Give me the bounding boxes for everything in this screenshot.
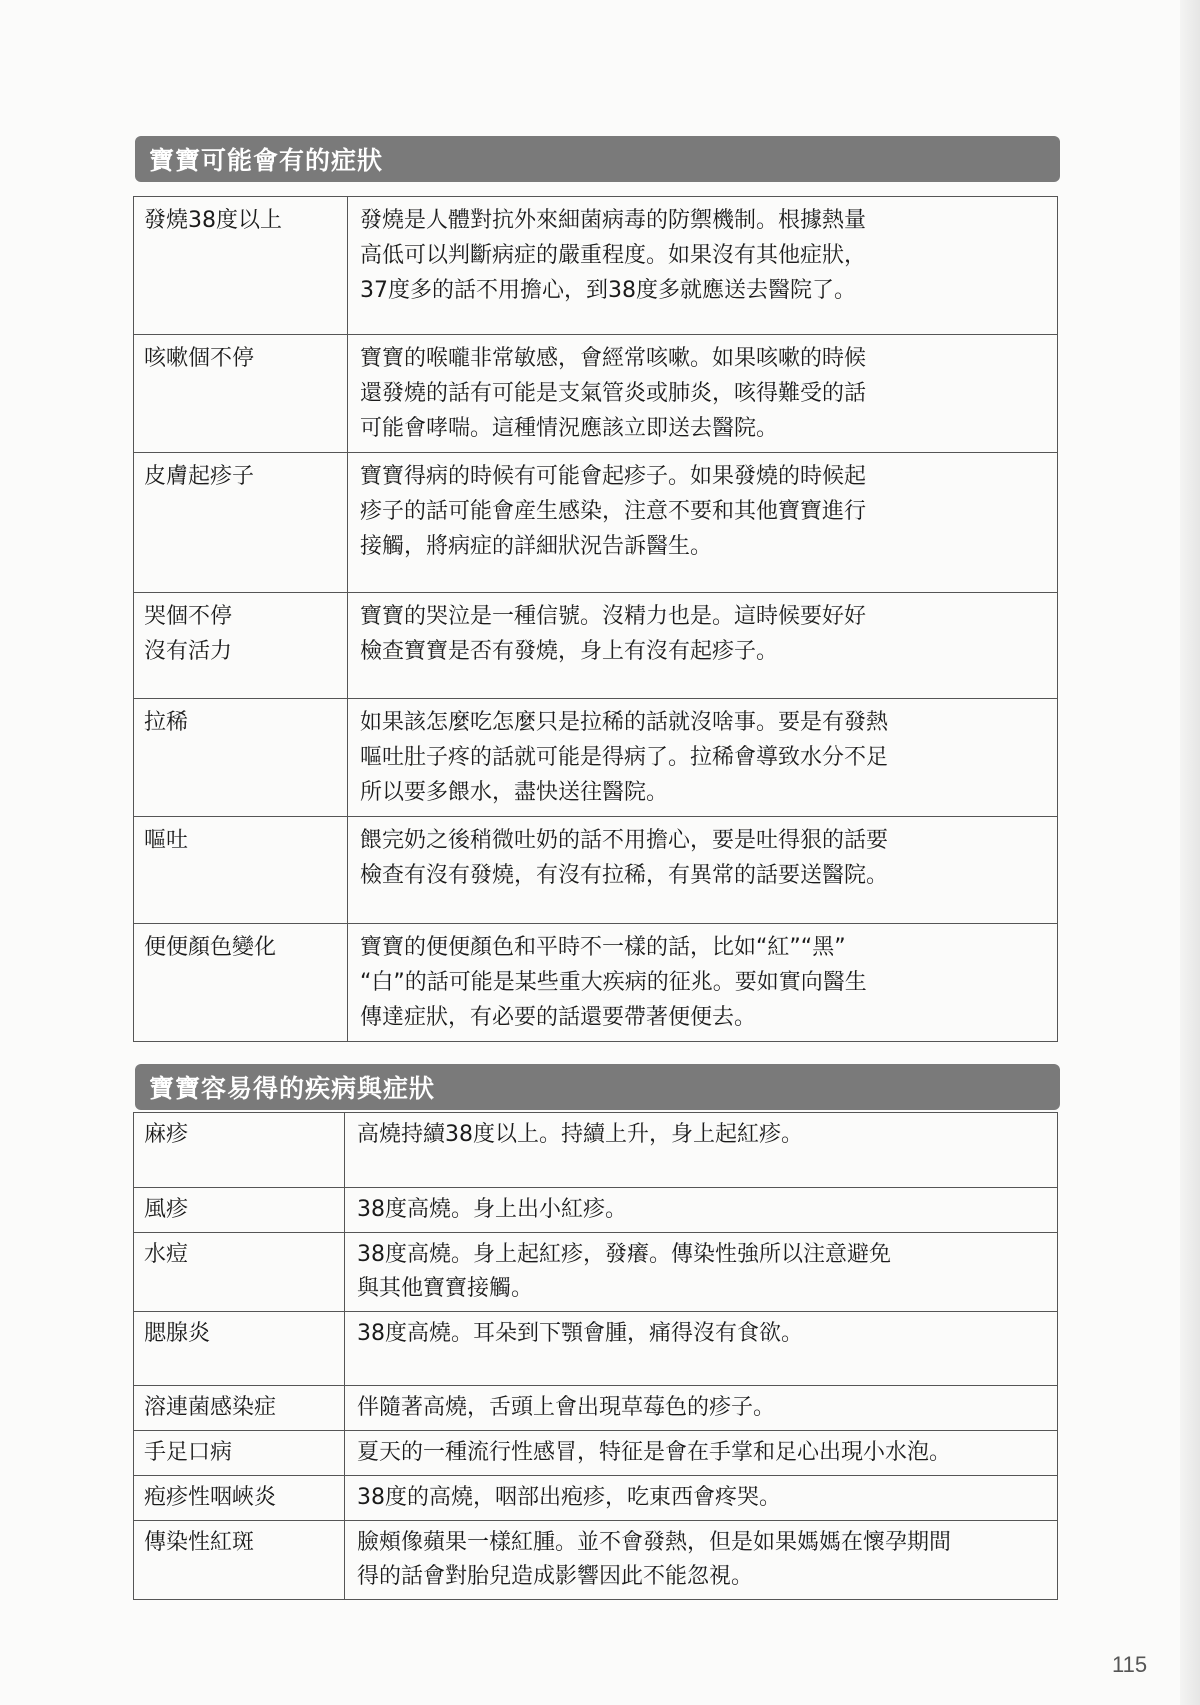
symptoms-table — [133, 196, 1058, 1042]
symptom-name: 咳嗽個不停 — [134, 335, 348, 453]
disease-description: 高燒持續38度以上。持續上升，身上起紅疹。 — [345, 1113, 1058, 1188]
table-row — [134, 335, 1058, 453]
disease-name: 風疹 — [134, 1188, 345, 1233]
table-row — [134, 453, 1058, 593]
symptom-description: 寶寶的哭泣是一種信號。沒精力也是。這時候要好好 檢查寶寶是否有發燒，身上有沒有起疹子。 — [348, 593, 1058, 699]
table-row — [134, 924, 1058, 1042]
symptom-name: 嘔吐 — [134, 817, 348, 924]
table-row — [134, 1476, 1058, 1521]
table-row — [134, 1188, 1058, 1233]
diseases-table — [133, 1112, 1058, 1600]
page-edge-shadow — [1180, 0, 1200, 1705]
page-number: 115 — [1112, 1652, 1148, 1677]
disease-description: 38度高燒。耳朵到下顎會腫，痛得沒有食欲。 — [345, 1312, 1058, 1386]
disease-name: 傳染性紅斑 — [134, 1521, 345, 1600]
disease-description: 臉頰像蘋果一樣紅腫。並不會發熱，但是如果媽媽在懷孕期間 得的話會對胎兒造成影響因此不能忽視。 — [345, 1521, 1058, 1600]
symptom-name: 皮膚起疹子 — [134, 453, 348, 593]
section-1-title: 寶寶可能會有的症狀 — [149, 146, 384, 175]
disease-name: 腮腺炎 — [134, 1312, 345, 1386]
disease-description: 38度高燒。身上起紅疹，發癢。傳染性強所以注意避免 與其他寶寶接觸。 — [345, 1233, 1058, 1312]
symptom-description: 寶寶的便便顏色和平時不一樣的話，比如“紅”“黑” “白”的話可能是某些重大疾病的征兆。要如實向醫生 傳達症狀，有必要的話還要帶著便便去。 — [348, 924, 1058, 1042]
disease-description: 伴隨著高燒，舌頭上會出現草莓色的疹子。 — [345, 1386, 1058, 1431]
table-row — [134, 593, 1058, 699]
table-row — [134, 1521, 1058, 1600]
disease-name: 疱疹性咽峽炎 — [134, 1476, 345, 1521]
disease-name: 溶連菌感染症 — [134, 1386, 345, 1431]
symptom-description: 發燒是人體對抗外來細菌病毒的防禦機制。根據熱量 高低可以判斷病症的嚴重程度。如果沒有其他症狀， 37度多的話不用擔心，到38度多就應送去醫院了。 — [348, 197, 1058, 335]
table-row — [134, 197, 1058, 335]
symptom-description: 如果該怎麼吃怎麼只是拉稀的話就沒啥事。要是有發熱 嘔吐肚子疼的話就可能是得病了。拉稀會導致水分不足 所以要多餵水，盡快送往醫院。 — [348, 699, 1058, 817]
section-1-header — [135, 136, 1060, 182]
symptom-name: 發燒38度以上 — [134, 197, 348, 335]
symptom-description: 餵完奶之後稍微吐奶的話不用擔心，要是吐得狠的話要 檢查有沒有發燒，有沒有拉稀，有異常的話要送醫院。 — [348, 817, 1058, 924]
disease-description: 夏天的一種流行性感冒，特征是會在手掌和足心出現小水泡。 — [345, 1431, 1058, 1476]
section-2-title: 寶寶容易得的疾病與症狀 — [149, 1074, 436, 1103]
disease-name: 水痘 — [134, 1233, 345, 1312]
disease-name: 麻疹 — [134, 1113, 345, 1188]
table-row — [134, 817, 1058, 924]
table-row — [134, 1386, 1058, 1431]
section-2-header — [135, 1064, 1060, 1110]
symptom-name: 哭個不停 沒有活力 — [134, 593, 348, 699]
table-row — [134, 1431, 1058, 1476]
table-row — [134, 699, 1058, 817]
table-row — [134, 1113, 1058, 1188]
symptom-description: 寶寶得病的時候有可能會起疹子。如果發燒的時候起 疹子的話可能會産生感染，注意不要和其他寶寶進行 接觸，將病症的詳細狀況告訴醫生。 — [348, 453, 1058, 593]
table-row — [134, 1312, 1058, 1386]
disease-description: 38度的高燒，咽部出疱疹，吃東西會疼哭。 — [345, 1476, 1058, 1521]
symptom-name: 拉稀 — [134, 699, 348, 817]
disease-description: 38度高燒。身上出小紅疹。 — [345, 1188, 1058, 1233]
symptom-name: 便便顏色變化 — [134, 924, 348, 1042]
table-row — [134, 1233, 1058, 1312]
symptom-description: 寶寶的喉嚨非常敏感，會經常咳嗽。如果咳嗽的時候 還發燒的話有可能是支氣管炎或肺炎，咳得難受的話 可能會哮喘。這種情況應該立即送去醫院。 — [348, 335, 1058, 453]
disease-name: 手足口病 — [134, 1431, 345, 1476]
